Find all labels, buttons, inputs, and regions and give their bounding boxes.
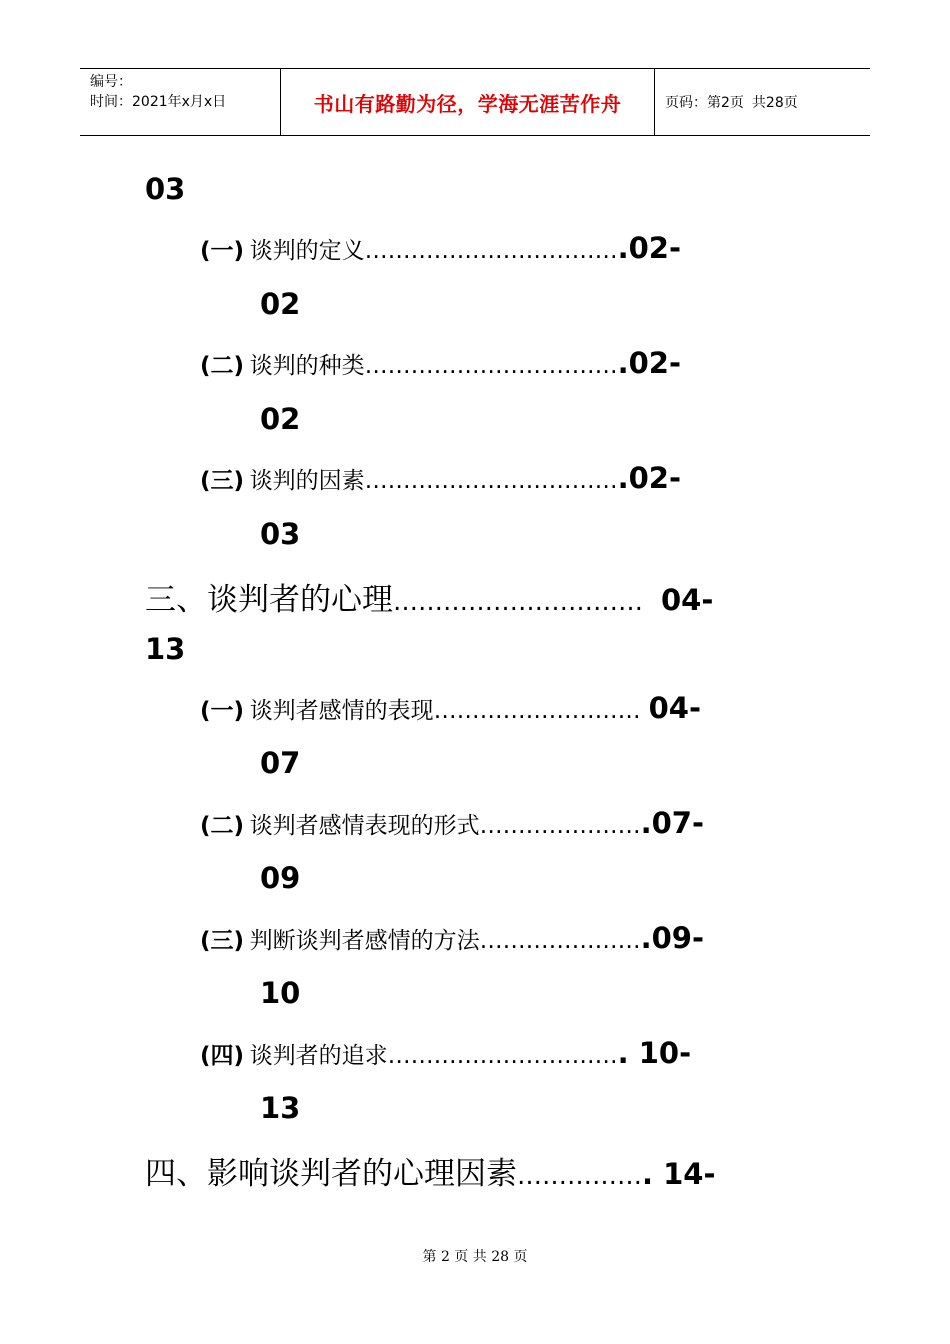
toc-entry[interactable] xyxy=(200,231,681,265)
toc-entry-number: (四) xyxy=(200,1043,245,1069)
toc-entry-number: (一) xyxy=(200,698,245,724)
toc-entry-number: (三) xyxy=(200,468,245,494)
toc-entry-title: 谈判者的追求 xyxy=(249,1043,388,1069)
toc-dot-leader: ………………………… xyxy=(387,1043,618,1069)
toc-dot-leader: …………………………… xyxy=(364,238,618,264)
time-label: 时间：2021年x月x日 xyxy=(90,94,227,110)
toc-dot-leader: ………………… xyxy=(479,813,641,839)
toc-entry-pages: .02- xyxy=(617,231,682,265)
toc-dot-leader: …………………………… xyxy=(364,468,618,494)
header-meta xyxy=(80,69,281,135)
header-motto-cell xyxy=(281,69,655,135)
toc-page-continuation: 10 xyxy=(260,976,301,1010)
toc-chapter-title: 四、影响谈判者的心理因素 xyxy=(145,1156,517,1192)
toc-entry-title: 谈判者感情的表现 xyxy=(249,698,434,724)
toc-entry-number: (二) xyxy=(200,353,245,379)
toc-entry-pages: .07- xyxy=(640,806,705,840)
toc-entry[interactable] xyxy=(200,461,681,495)
total-pages-label: 共28页 xyxy=(751,95,798,111)
toc-page-continuation: 07 xyxy=(260,746,301,780)
toc-entry[interactable] xyxy=(200,921,704,955)
page-header xyxy=(80,68,870,136)
toc-entry-number: (一) xyxy=(200,238,245,264)
toc-page-continuation: 09 xyxy=(260,861,301,895)
toc-entry-pages: .02- xyxy=(617,461,682,495)
toc-entry-title: 谈判的种类 xyxy=(249,353,365,379)
toc-entry-pages: 04- xyxy=(648,691,702,725)
toc-entry[interactable] xyxy=(200,346,681,380)
toc-entry-title: 判断谈判者感情的方法 xyxy=(249,928,480,954)
toc-entry-number: (二) xyxy=(200,813,245,839)
toc-chapter-pages: 04- xyxy=(661,583,714,617)
page-footer: 第 2 页 共 28 页 xyxy=(422,1249,528,1265)
toc-chapter-title: 三、谈判者的心理 xyxy=(145,582,393,618)
toc-dot-leader: ……………………… xyxy=(433,698,641,724)
toc-chapter[interactable] xyxy=(145,1148,716,1193)
toc-page-continuation: 13 xyxy=(260,1091,301,1125)
toc-dot-leader: …………… xyxy=(517,1161,642,1190)
toc-entry-title: 谈判的定义 xyxy=(249,238,365,264)
toc-entry[interactable] xyxy=(200,1036,691,1070)
toc-entry-pages: .02- xyxy=(617,346,682,380)
page-label: 页码：第2页 xyxy=(665,95,744,111)
toc-page-continuation: 13 xyxy=(145,632,186,666)
toc-entry-title: 谈判者感情表现的形式 xyxy=(249,813,480,839)
toc-chapter[interactable] xyxy=(145,574,713,619)
toc-entry[interactable] xyxy=(200,691,701,725)
toc-chapter-pages: . 14- xyxy=(642,1157,716,1191)
toc-entry-title: 谈判的因素 xyxy=(249,468,365,494)
toc-entry-pages: .09- xyxy=(640,921,705,955)
toc-entry-number: (三) xyxy=(200,928,245,954)
toc-dot-leader: ………………………… xyxy=(393,587,643,616)
number-label: 编号： xyxy=(90,74,132,90)
toc-page-continuation: 02 xyxy=(260,287,301,321)
toc-entry[interactable] xyxy=(200,806,704,840)
toc-page-continuation: 03 xyxy=(145,172,186,206)
toc-entry-pages: . 10- xyxy=(617,1036,692,1070)
toc-dot-leader: ………………… xyxy=(479,928,641,954)
toc-page-continuation: 03 xyxy=(260,517,301,551)
toc-dot-leader: …………………………… xyxy=(364,353,618,379)
toc-page-continuation: 02 xyxy=(260,402,301,436)
header-motto: 书山有路勤为径，学海无涯苦作舟 xyxy=(313,91,622,116)
header-page-info xyxy=(655,69,870,135)
